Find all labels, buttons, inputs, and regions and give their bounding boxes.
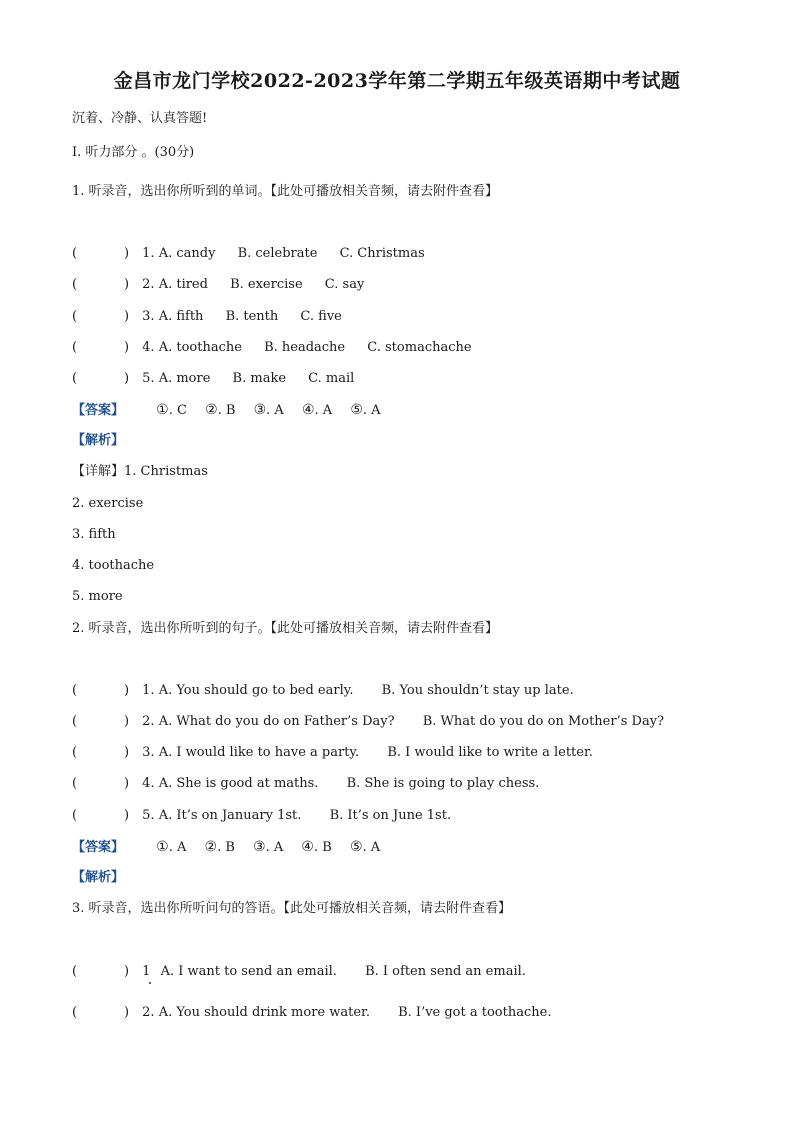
q1-detail-4: 4. toothache bbox=[72, 558, 155, 573]
option-b: B. tenth bbox=[225, 309, 279, 324]
q1-detail-3: 3. fifth bbox=[72, 527, 116, 542]
q2-item-5: ( ) 5. A. It’s on January 1st. B. It’s on June 1st. bbox=[72, 808, 452, 823]
answer-5: ⑤. A bbox=[349, 839, 381, 855]
answer-tag: 【答案】 bbox=[72, 840, 125, 855]
option-b: B. headache bbox=[264, 340, 346, 355]
option-a: A. She is good at maths. bbox=[158, 776, 319, 791]
answer-4: ④. B bbox=[301, 839, 332, 855]
option-a: A. fifth bbox=[158, 309, 204, 324]
option-b: B. What do you do on Mother’s Day? bbox=[422, 714, 665, 729]
answer-1: ①. A bbox=[156, 839, 187, 855]
option-c: C. say bbox=[324, 277, 365, 292]
option-b: B. exercise bbox=[230, 277, 303, 292]
stray-dot bbox=[149, 982, 151, 984]
answer-1: ①. C bbox=[156, 402, 187, 418]
question-2-heading: 2. 听录音，选出你所听到的句子。【此处可播放相关音频，请去附件查看】 bbox=[72, 621, 499, 636]
item-number: 4. bbox=[142, 340, 155, 355]
q1-answer-row bbox=[72, 401, 395, 420]
q1-item-4: ( ) 4. A. toothache B. headache C. stomachache bbox=[72, 340, 472, 355]
answer-5: ⑤. A bbox=[350, 402, 381, 418]
q2-item-3: ( ) 3. A. I would like to have a party. B. I would like to write a letter. bbox=[72, 745, 593, 760]
item-number: 2. bbox=[142, 714, 155, 729]
option-a: A. more bbox=[158, 371, 211, 386]
option-a: A. I want to send an email. bbox=[160, 964, 337, 979]
answer-3: ③. A bbox=[253, 839, 284, 855]
item-number: 5. bbox=[142, 808, 155, 823]
item-number: 2. bbox=[142, 1005, 155, 1020]
q1-item-2: ( ) 2. A. tired B. exercise C. say bbox=[72, 277, 365, 292]
option-a: A. You should go to bed early. bbox=[158, 683, 354, 698]
option-c: C. Christmas bbox=[339, 246, 425, 261]
detail-tag: 【详解】 bbox=[72, 464, 125, 479]
part-heading: I. 听力部分 。(30分) bbox=[72, 145, 195, 160]
option-c: C. five bbox=[300, 309, 342, 324]
motto: 沉着、冷静、认真答题! bbox=[72, 111, 208, 126]
q2-item-4: ( ) 4. A. She is good at maths. B. She is going to play chess. bbox=[72, 776, 540, 791]
q1-detail-5: 5. more bbox=[72, 589, 123, 604]
q1-detail-2: 2. exercise bbox=[72, 496, 144, 511]
option-b: B. I often send an email. bbox=[365, 964, 526, 979]
answer-3: ③. A bbox=[253, 402, 284, 418]
option-a: A. toothache bbox=[158, 340, 242, 355]
q1-item-3: ( ) 3. A. fifth B. tenth C. five bbox=[72, 309, 342, 324]
question-3-heading: 3. 听录音，选出你所听问句的答语。【此处可播放相关音频，请去附件查看】 bbox=[72, 901, 512, 916]
item-number: 5. bbox=[142, 371, 155, 386]
option-b: B. You shouldn’t stay up late. bbox=[381, 683, 574, 698]
option-b: B. I would like to write a letter. bbox=[387, 745, 593, 760]
option-b: B. It’s on June 1st. bbox=[329, 808, 452, 823]
option-b: B. She is going to play chess. bbox=[346, 776, 540, 791]
item-number: 2. bbox=[142, 277, 155, 292]
answer-2: ②. B bbox=[204, 839, 235, 855]
answer-2: ②. B bbox=[205, 402, 236, 418]
option-a: A. tired bbox=[158, 277, 208, 292]
option-a: A. candy bbox=[158, 246, 216, 261]
option-a: A. You should drink more water. bbox=[158, 1005, 370, 1020]
answer-tag: 【答案】 bbox=[72, 403, 125, 418]
option-b: B. celebrate bbox=[237, 246, 318, 261]
q1-item-1: ( ) 1. A. candy B. celebrate C. Christmas bbox=[72, 246, 425, 261]
option-c: C. stomachache bbox=[367, 340, 472, 355]
page-title: 金昌市龙门学校2022-2023学年第二学期五年级英语期中考试题 bbox=[113, 70, 681, 92]
option-a: A. I would like to have a party. bbox=[158, 745, 360, 760]
answer-4: ④. A bbox=[301, 402, 333, 418]
option-c: C. mail bbox=[308, 371, 355, 386]
q1-item-5: ( ) 5. A. more B. make C. mail bbox=[72, 371, 355, 386]
item-number: 1 bbox=[142, 964, 151, 979]
question-1-heading: 1. 听录音，选出你所听到的单词。【此处可播放相关音频，请去附件查看】 bbox=[72, 184, 499, 199]
option-a: A. It’s on January 1st. bbox=[158, 808, 302, 823]
q2-item-2: ( ) 2. A. What do you do on Father’s Day? B. What do you do on Mother’s Day? bbox=[72, 714, 665, 729]
option-b: B. I’ve got a toothache. bbox=[398, 1005, 552, 1020]
option-b: B. make bbox=[232, 371, 287, 386]
q3-item-2: ( ) 2. A. You should drink more water. B. I’ve got a toothache. bbox=[72, 1005, 552, 1020]
item-number: 1. bbox=[142, 246, 155, 261]
item-number: 3. bbox=[142, 745, 155, 760]
q2-answer-row bbox=[72, 838, 394, 857]
q1-detail-row: 【详解】1. Christmas bbox=[72, 464, 208, 479]
q2-analysis-tag: 【解析】 bbox=[72, 870, 125, 885]
q2-item-1: ( ) 1. A. You should go to bed early. B. You shouldn’t stay up late. bbox=[72, 683, 574, 698]
q1-analysis-tag: 【解析】 bbox=[72, 433, 125, 448]
item-number: 3. bbox=[142, 309, 155, 324]
item-number: 4. bbox=[142, 776, 155, 791]
item-number: 1. bbox=[142, 683, 155, 698]
q3-item-1: ( ) 1 A. I want to send an email. B. I often send an email. bbox=[72, 964, 526, 979]
option-a: A. What do you do on Father’s Day? bbox=[158, 714, 395, 729]
